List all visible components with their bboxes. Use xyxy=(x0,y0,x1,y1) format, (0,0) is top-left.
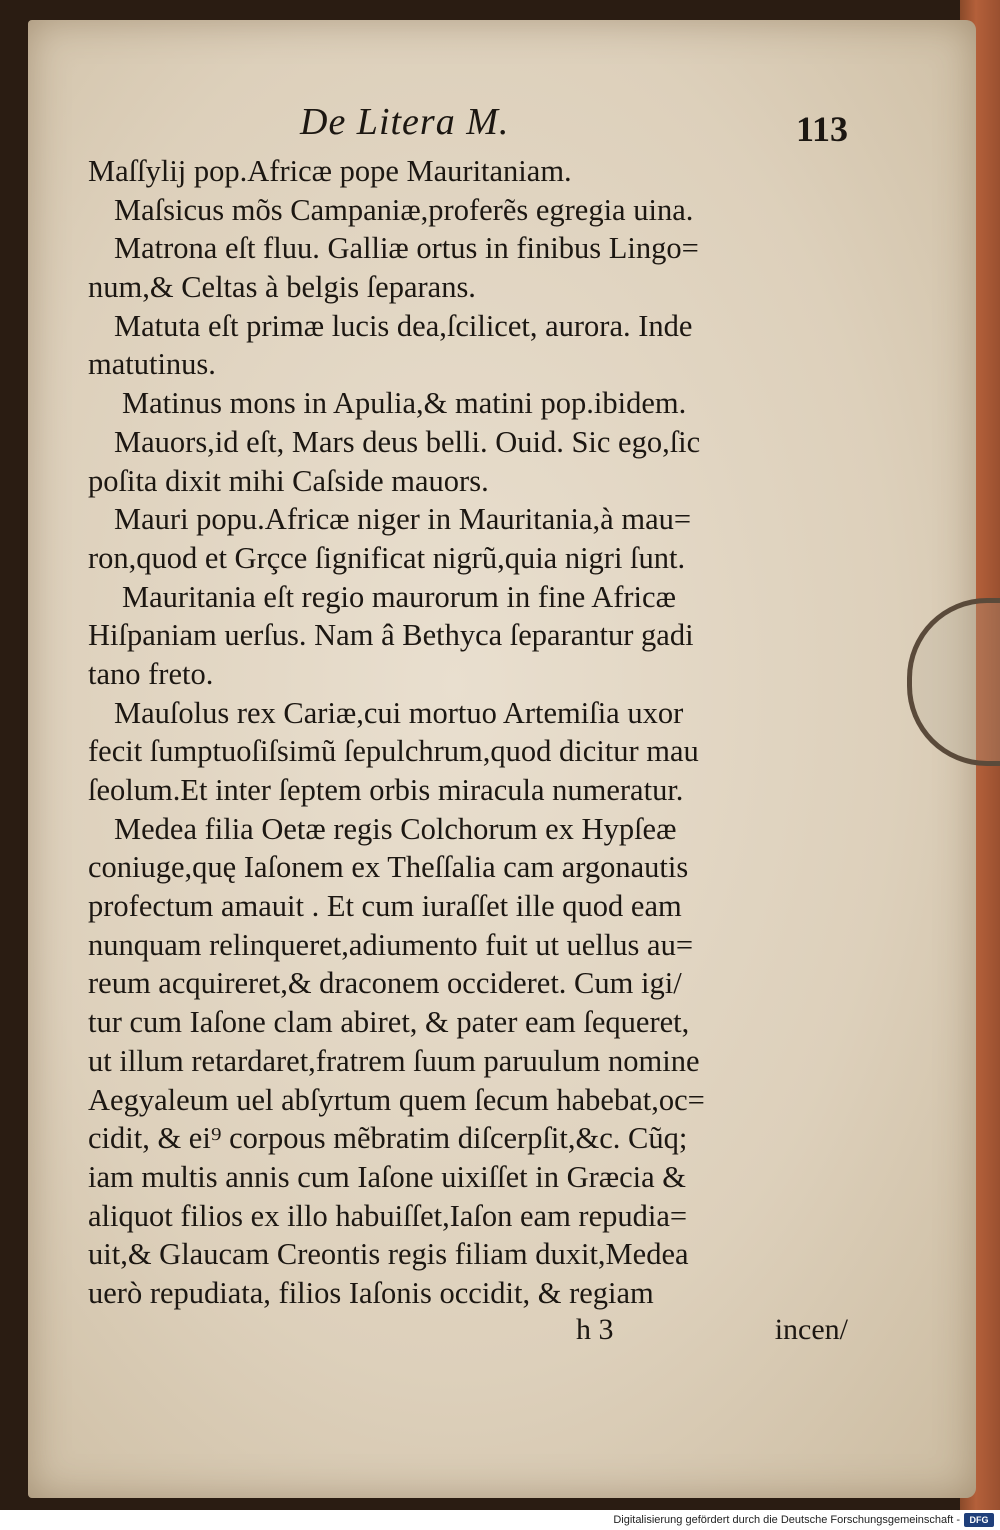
text-line: aliquot filios ex illo habuiſſet,Iaſon eam repudia= xyxy=(88,1198,688,1233)
text-line: Mauritania eſt regio maurorum in fine Africæ xyxy=(122,579,676,614)
text-line: Matuta eſt primæ lucis dea,ſcilicet, aurora. Inde xyxy=(114,308,693,343)
text-line: matutinus. xyxy=(88,347,216,382)
text-line: profectum amauit . Et cum iuraſſet ille quod eam xyxy=(88,889,682,924)
text-line: cidit, & ei⁹ corpous mẽbratim diſcerpſit,&c. Cũq; xyxy=(88,1121,688,1156)
page-number: 113 xyxy=(795,109,848,149)
text-line: uit,& Glaucam Creontis regis filiam duxit,Medea xyxy=(88,1237,689,1272)
text-line: Mauſolus rex Cariæ,cui mortuo Artemiſia uxor xyxy=(114,695,684,730)
text-line: Hiſpaniam uerſus. Nam â Bethyca ſeparantur gadi xyxy=(88,618,694,653)
signature-mark: h 3 xyxy=(576,1312,614,1346)
body-text xyxy=(88,152,848,1313)
catchword: incen/ xyxy=(774,1312,848,1346)
text-line: nunquam relinqueret,adiumento fuit ut uellus au= xyxy=(88,927,694,962)
text-line: iam multis annis cum Iaſone uixiſſet in Græcia & xyxy=(88,1159,687,1194)
text-line: reum acquireret,& draconem occideret. Cum igi/ xyxy=(88,966,682,1001)
header-title: De Litera M. xyxy=(300,101,510,143)
text-block xyxy=(88,100,848,1353)
text-line: ron,quod et Grçce ſignificat nigrũ,quia nigri ſunt. xyxy=(88,540,686,575)
text-line: Matrona eſt fluu. Galliæ ortus in finibus Lingo= xyxy=(114,231,699,266)
text-line: tano freto. xyxy=(88,656,214,691)
running-header xyxy=(88,100,848,152)
text-line: tur cum Iaſone clam abiret, & pater eam ſequeret, xyxy=(88,1005,690,1040)
footer xyxy=(0,1510,1000,1530)
text-line: Mauri popu.Africæ niger in Mauritania,à mau= xyxy=(114,502,692,537)
text-line: ſeolum.Et inter ſeptem orbis miracula numeratur. xyxy=(88,773,684,807)
footer-credit: Digitalisierung gefördert durch die Deutsche Forschungsgemeinschaft - xyxy=(613,1514,960,1526)
text-line: Maſſylij pop.Africæ pope Mauritaniam. xyxy=(88,154,572,188)
text-line: Mauors,id eſt, Mars deus belli. Ouid. Sic ego,ſic xyxy=(114,424,701,459)
text-line: ut illum retardaret,fratrem ſuum paruulum nomine xyxy=(88,1043,700,1078)
text-line: Maſsicus mõs Campaniæ,proferẽs egregia uina. xyxy=(114,192,694,227)
text-line: uerò repudiata, filios Iaſonis occidit, & regiam xyxy=(88,1275,654,1310)
signature-row xyxy=(88,1313,848,1353)
text-line: num,& Celtas à belgis ſeparans. xyxy=(88,270,476,305)
dfg-logo: DFG xyxy=(964,1513,994,1527)
text-line: poſita dixit mihi Caſside mauors. xyxy=(88,463,489,498)
text-line: Aegyaleum uel abſyrtum quem ſecum habebat,oc= xyxy=(88,1082,705,1117)
text-line: fecit ſumptuoſiſsimũ ſepulchrum,quod dicitur mau xyxy=(88,734,699,769)
text-line: Matinus mons in Apulia,& matini pop.ibidem. xyxy=(122,386,687,421)
text-line: coniuge,quę Iaſonem ex Theſſalia cam argonautis xyxy=(88,850,689,885)
text-line: Medea filia Oetæ regis Colchorum ex Hypſeæ xyxy=(114,811,677,846)
